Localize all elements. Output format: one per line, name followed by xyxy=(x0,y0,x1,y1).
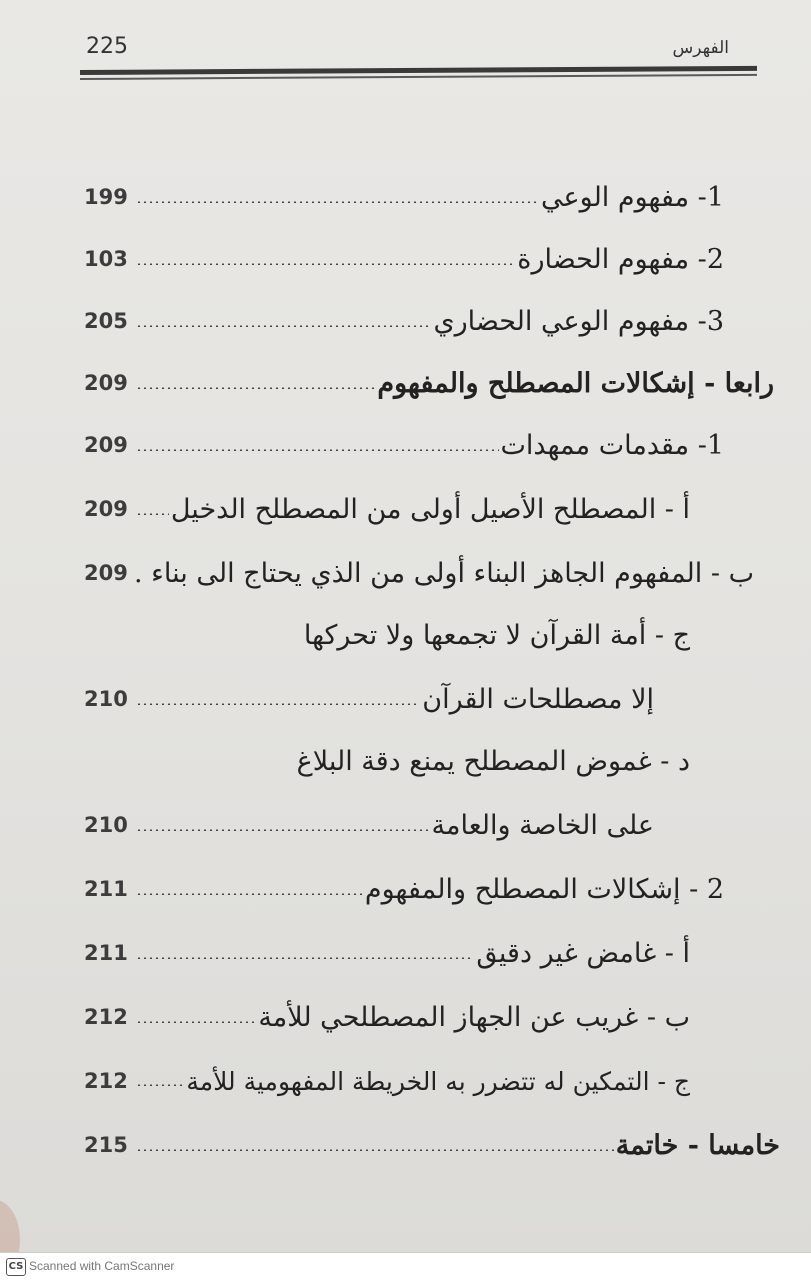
toc-page-number: 205 xyxy=(84,309,128,333)
toc-entry xyxy=(84,486,690,532)
toc-leader-dots xyxy=(136,513,169,515)
toc-leader-dots xyxy=(136,263,515,265)
toc-entry xyxy=(84,1058,690,1104)
toc-entry-text: 3- مفهوم الوعي الحضاري xyxy=(433,305,724,337)
toc-leader-dots xyxy=(136,449,499,451)
toc-entry-text: 2 - إشكالات المصطلح والمفهوم xyxy=(364,873,724,905)
toc-page-number: 103 xyxy=(84,247,128,271)
toc-entry-text: د - غموض المصطلح يمنع دقة البلاغ xyxy=(296,745,690,777)
toc-entry-text: 2- مفهوم الحضارة xyxy=(517,243,724,275)
camscanner-logo-icon: CS xyxy=(6,1258,26,1276)
toc-page-number: 211 xyxy=(84,941,128,965)
toc-page-number: 209 xyxy=(84,561,128,585)
toc-entry-text: ب - غريب عن الجهاز المصطلحي للأمة xyxy=(258,1001,690,1033)
toc-entry-text: ج - التمكين له تتضرر به الخريطة المفهومية للأمة xyxy=(186,1066,690,1096)
toc-page-number: 209 xyxy=(84,433,128,457)
toc-page-number: 215 xyxy=(84,1133,128,1157)
toc-entry xyxy=(84,738,690,784)
toc-leader-dots xyxy=(136,703,420,705)
toc-entry xyxy=(84,360,774,406)
toc-leader-dots xyxy=(136,1149,614,1151)
toc-page-number: 199 xyxy=(84,185,128,209)
toc-entry-text: إلا مصطلحات القرآن xyxy=(422,683,654,715)
toc-leader-dots xyxy=(136,1021,256,1023)
toc-page-number: 211 xyxy=(84,877,128,901)
toc-entry-text: ج - أمة القرآن لا تجمعها ولا تحركها xyxy=(303,619,690,651)
toc-leader-dots xyxy=(136,1084,184,1086)
toc-entry-text: 1- مفهوم الوعي xyxy=(541,181,724,213)
toc-entry xyxy=(84,802,654,848)
toc-page-number: 212 xyxy=(84,1069,128,1093)
toc-page-number: 209 xyxy=(84,497,128,521)
toc-leader-dots xyxy=(136,957,474,959)
toc-entry-text: أ - المصطلح الأصيل أولى من المصطلح الدخيل xyxy=(170,493,690,525)
scanner-watermark-text: Scanned with CamScanner xyxy=(29,1259,175,1273)
toc-leader-dots xyxy=(136,325,431,327)
toc-entry xyxy=(84,930,690,976)
scanner-footer xyxy=(0,1252,811,1281)
toc-entry xyxy=(84,866,724,912)
toc-entry-text: ب - المفهوم الجاهز البناء أولى من الذي يحتاج الى بناء . xyxy=(134,557,754,589)
toc-entry-text: أ - غامض غير دقيق xyxy=(476,937,690,969)
toc-entry xyxy=(84,174,724,220)
toc-page-number: 210 xyxy=(84,813,128,837)
toc-leader-dots xyxy=(136,387,375,389)
toc-entry xyxy=(84,236,724,282)
toc-page-number: 212 xyxy=(84,1005,128,1029)
toc-leader-dots xyxy=(136,829,430,831)
toc-entry xyxy=(84,1122,780,1168)
toc-page-number: 210 xyxy=(84,687,128,711)
toc-entry xyxy=(84,676,654,722)
running-header-title: الفهرس xyxy=(672,38,729,58)
toc-entry xyxy=(84,422,724,468)
toc-entry-text: على الخاصة والعامة xyxy=(431,809,654,841)
toc-entry-text: خامسا - خاتمة xyxy=(615,1129,780,1161)
toc-entry xyxy=(84,298,724,344)
toc-entry-text: رابعا - إشكالات المصطلح والمفهوم xyxy=(377,367,774,399)
header-rule-thin xyxy=(80,74,757,80)
toc-leader-dots xyxy=(136,893,363,895)
toc-entry xyxy=(84,550,754,596)
toc-entry xyxy=(84,612,690,658)
page-number: 225 xyxy=(86,34,128,59)
toc-entry xyxy=(84,994,690,1040)
toc-leader-dots xyxy=(136,201,539,203)
toc-entry-text: 1- مقدمات ممهدات xyxy=(500,429,724,461)
toc-page-number: 209 xyxy=(84,371,128,395)
